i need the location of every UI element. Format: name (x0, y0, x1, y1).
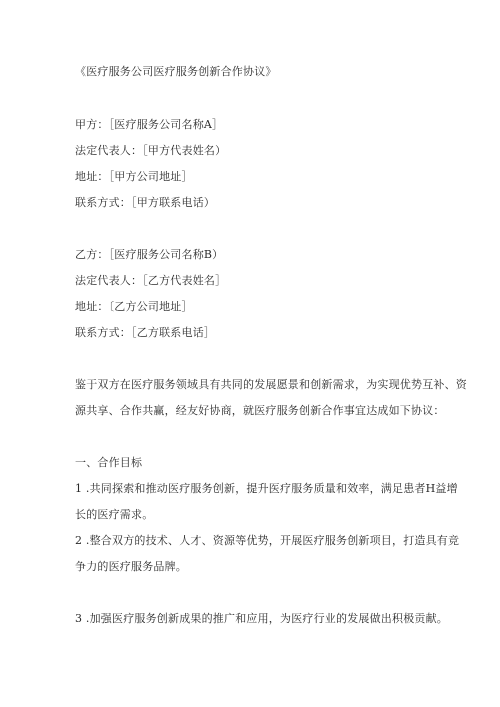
party-b-address: 地址：〔乙方公司地址］ (75, 300, 193, 313)
party-b-name: 乙方：［医疗服务公司名称B） (75, 248, 224, 261)
goal-item-1-line-2: 长的医疗需求。 (75, 508, 154, 521)
section-heading: 一、合作目标 (75, 456, 143, 469)
party-b-contact: 联系方式：［乙方联系电话］ (75, 326, 216, 339)
party-a-name: 甲方：［医疗服务公司名称A］ (75, 118, 224, 131)
party-b-representative: 法定代表人：［乙方代表姓名］ (75, 274, 227, 287)
goal-item-1-line-1: 1 .共同探索和推动医疗服务创新，提升医疗服务质量和效率，满足患者H益增 (75, 482, 458, 495)
party-a-address: 地址：［甲方公司地址］ (75, 170, 193, 183)
party-a-representative: 法定代表人：［甲方代表姓名） (75, 144, 227, 157)
party-a-contact: 联系方式：［甲方联系电话） (75, 196, 216, 209)
goal-item-2-line-1: 2 .整合双方的技术、人才、资源等优势，开展医疗服务创新项目，打造具有竞 (75, 534, 460, 547)
goal-item-3-line-1: 3 .加强医疗服务创新成果的推广和应用，为医疗行业的发展做出积极贡献。 (75, 612, 448, 625)
document-title: 《医疗服务公司医疗服务创新合作协议》 (75, 65, 277, 78)
preamble-line-1: 鉴于双方在医疗服务领域具有共同的发展愿景和创新需求，为实现优势互补、资 (75, 378, 467, 391)
goal-item-2-line-2: 争力的医疗服务品牌。 (75, 560, 187, 573)
preamble-line-2: 源共享、合作共赢，经友好协商，就医疗服务创新合作事宜达成如下协议： (75, 404, 445, 417)
